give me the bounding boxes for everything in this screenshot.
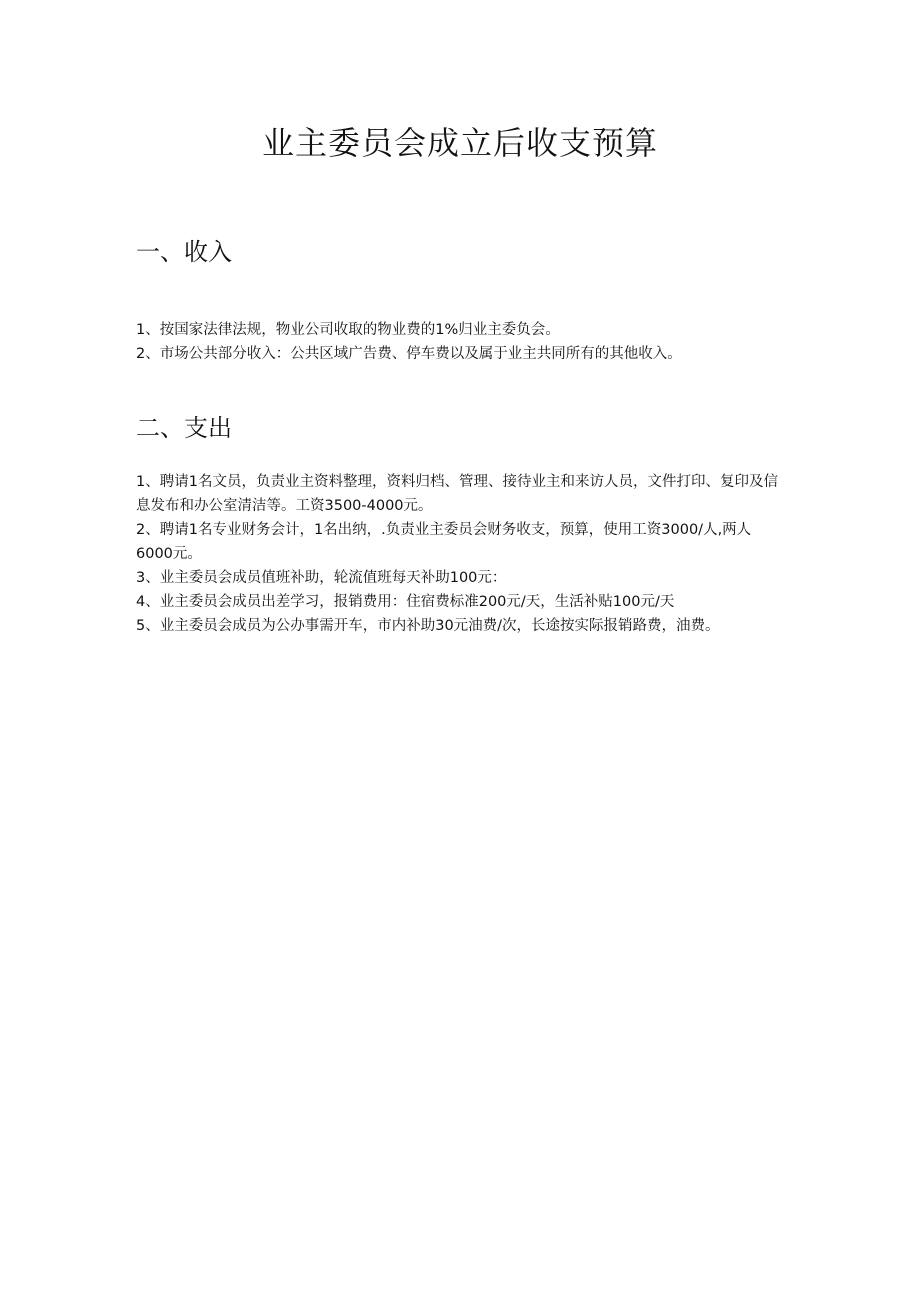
section-heading-expense: 二、支出 bbox=[136, 414, 232, 442]
income-item: 1、按国家法律法规，物业公司收取的物业费的1%归业主委负会。 bbox=[136, 322, 560, 338]
expense-item: 2、聘请1名专业财务会计，1名出纳，.负责业主委员会财务收支，预算，使用工资3000/人,两人6000元。 bbox=[136, 522, 752, 562]
section-heading-income: 一、收入 bbox=[136, 238, 232, 266]
expense-item: 1、聘请1名文员，负责业主资料整理，资料归档、管理、接待业主和来访人员，文件打印、复印及信息发布和办公室清洁等。工资3500-4000元。 bbox=[136, 474, 778, 514]
expense-item: 4、业主委员会成员出差学习，报销费用：住宿费标准200元/天，生活补贴100元/天 bbox=[136, 594, 675, 610]
income-list bbox=[136, 318, 786, 366]
expense-item: 3、业主委员会成员值班补助，轮流值班每天补助100元： bbox=[136, 570, 507, 586]
expense-item: 5、业主委员会成员为公办事需开车，市内补助30元油费/次，长途按实际报销路费，油费。 bbox=[136, 618, 720, 634]
income-item: 2、市场公共部分收入：公共区域广告费、停车费以及属于业主共同所有的其他收入。 bbox=[136, 346, 682, 362]
expense-list bbox=[136, 470, 786, 638]
document-title: 业主委员会成立后收支预算 bbox=[261, 124, 658, 162]
